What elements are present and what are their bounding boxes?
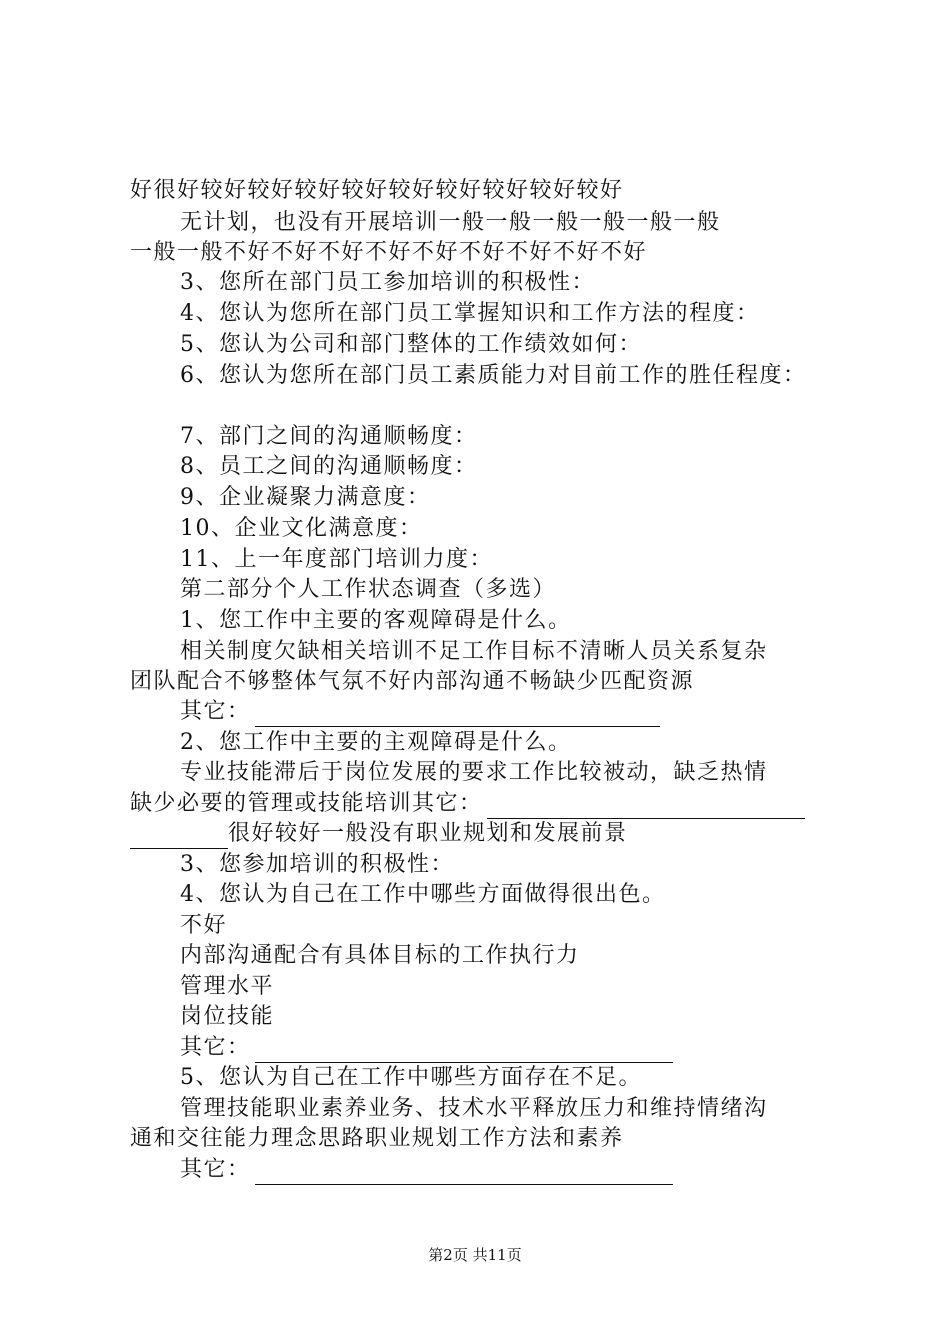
text-line: 一般一般不好不好不好不好不好不好不好不好不好 [130, 240, 648, 265]
other-field-row [180, 1155, 673, 1185]
section-heading: 第二部分个人工作状态调查（多选） [180, 577, 557, 602]
question-line: 9、企业凝聚力满意度： [180, 485, 431, 510]
question-line: 11、上一年度部门培训力度： [180, 547, 493, 572]
options-line: 通和交往能力理念思路职业规划工作方法和素养 [130, 1126, 624, 1151]
question-line: 8、员工之间的沟通顺畅度： [180, 454, 478, 479]
question-line: 4、您认为您所在部门员工掌握知识和工作方法的程度： [180, 301, 760, 326]
other-blank[interactable] [487, 796, 805, 819]
other-blank-continued[interactable] [130, 826, 228, 849]
question-line: 3、您所在部门员工参加培训的积极性： [180, 270, 595, 295]
options-text: 很好较好一般没有职业规划和发展前景 [228, 821, 628, 846]
options-line: 专业技能滞后于岗位发展的要求工作比较被动，缺乏热情 [180, 760, 768, 785]
options-line: 管理技能职业素养业务、技术水平释放压力和维持情绪沟 [180, 1096, 768, 1121]
option-line: 不好 [180, 913, 228, 938]
other-label: 其它： [180, 1157, 251, 1182]
question-line: 1、您工作中主要的客观障碍是什么。 [180, 608, 572, 633]
other-label: 其它： [180, 699, 251, 724]
question-line: 4、您认为自己在工作中哪些方面做得很出色。 [180, 882, 666, 907]
options-row [130, 789, 805, 819]
question-line: 6、您认为您所在部门员工素质能力对目前工作的胜任程度： [180, 363, 807, 388]
other-blank[interactable] [255, 1040, 673, 1063]
option-line: 内部沟通配合有具体目标的工作执行力 [180, 943, 580, 968]
options-line: 相关制度欠缺相关培训不足工作目标不清晰人员关系复杂 [180, 639, 768, 664]
text-line: 无计划，也没有开展培训一般一般一般一般一般一般 [180, 210, 721, 235]
question-line: 10、企业文化满意度： [180, 516, 423, 541]
options-row [130, 819, 628, 849]
question-line: 5、您认为自己在工作中哪些方面存在不足。 [180, 1065, 642, 1090]
other-blank[interactable] [255, 1162, 673, 1185]
text-line: 好很好较好较好较好较好较好较好较好较好较好 [130, 178, 624, 203]
other-field-row [180, 1033, 673, 1063]
question-line: 3、您参加培训的积极性： [180, 852, 454, 877]
other-field-row [180, 697, 660, 727]
page-footer: 第2页 共11页 [428, 1246, 522, 1264]
option-line: 管理水平 [180, 974, 275, 999]
option-line: 岗位技能 [180, 1004, 275, 1029]
options-text: 缺少必要的管理或技能培训其它： [130, 791, 483, 816]
question-line: 2、您工作中主要的主观障碍是什么。 [180, 730, 572, 755]
other-label: 其它： [180, 1035, 251, 1060]
question-line: 5、您认为公司和部门整体的工作绩效如何： [180, 332, 642, 357]
question-line: 7、部门之间的沟通顺畅度： [180, 424, 478, 449]
options-line: 团队配合不够整体气氛不好内部沟通不畅缺少匹配资源 [130, 669, 695, 694]
other-blank[interactable] [255, 704, 660, 727]
